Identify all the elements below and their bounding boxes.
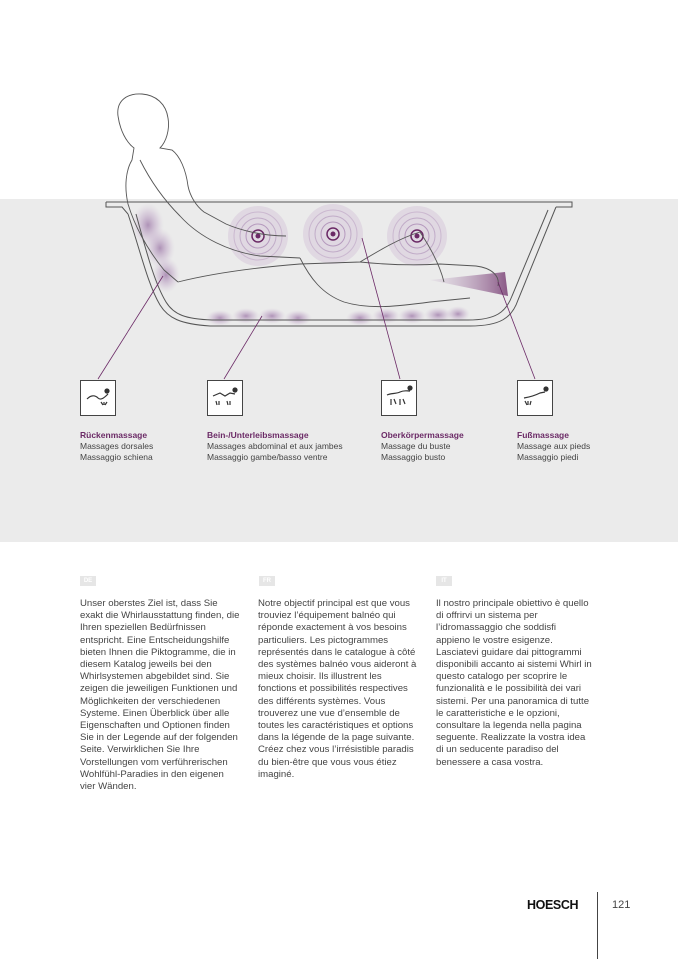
feature-line-it: Massaggio gambe/basso ventre bbox=[207, 452, 328, 462]
language-tag-it: IT bbox=[436, 576, 452, 586]
feature-line-fr: Massages dorsales bbox=[80, 441, 154, 451]
picto-back-massage bbox=[80, 380, 116, 416]
feature-line-it: Massaggio busto bbox=[381, 452, 446, 462]
feature-line-it: Massaggio piedi bbox=[517, 452, 579, 462]
language-tag-fr: FR bbox=[259, 576, 275, 586]
feature-caption-leg-abdomen bbox=[207, 430, 343, 463]
text-column-fr bbox=[258, 598, 422, 781]
footer-divider bbox=[597, 892, 598, 959]
paragraph-de: Unser oberstes Ziel ist, dass Sie exakt die Whirlausstattung finden, die Ihren speziellen Bedürfnissen entspricht. Eine Entscheidungshilfe bieten Ihnen die Piktogramme, die in diesem Katalog jeweils bei den Whirlsystemen abgebildet sind. Sie zeigen die jeweiligen Funktionen und Möglichkeiten der verschiedenen Systeme. Einen Überblick über alle Eigenschaften und Optionen finden Sie in der Legende auf der folgenden Seite. Verwirklichen Sie Ihre Vorstellungen vom verführerischen Wohlfühl-Paradies in den eigenen vier Wänden. bbox=[80, 598, 240, 793]
upper-body-jets bbox=[228, 204, 447, 266]
upper-body-massage-icon bbox=[382, 381, 416, 415]
feature-title: Oberkörpermassage bbox=[381, 430, 464, 440]
back-massage-icon bbox=[81, 381, 115, 415]
feature-caption-upper-body bbox=[381, 430, 464, 463]
feature-line-fr: Massage aux pieds bbox=[517, 441, 591, 451]
bottom-jets bbox=[206, 306, 470, 326]
feature-line-it: Massaggio schiena bbox=[80, 452, 153, 462]
feature-title: Fußmassage bbox=[517, 430, 569, 440]
leg-abdomen-massage-icon bbox=[208, 381, 242, 415]
paragraph-it: Il nostro principale obiettivo è quello di offrirvi un sistema per l’idromassaggio che soddisfi appieno le vostre esigenze. Lasciatevi guidare dai pittogrammi disponibili accanto ai sistemi Whirl in questo catalogo per scoprire le funzionalità e le possibilità dei vari sistemi. Per una panoramica di tutte le caratteristiche e le opzioni, consultare la legenda nella pagina seguente. Realizzate la vostra idea di un seducente paradiso del benessere a casa vostra. bbox=[436, 598, 592, 768]
feature-line-fr: Massage du buste bbox=[381, 441, 451, 451]
picto-leg-abdomen-massage bbox=[207, 380, 243, 416]
text-column-de bbox=[80, 598, 240, 793]
page-number: 121 bbox=[612, 899, 631, 911]
picto-upper-body-massage bbox=[381, 380, 417, 416]
picto-foot-massage bbox=[517, 380, 553, 416]
feature-caption-foot bbox=[517, 430, 590, 463]
feature-line-fr: Massages abdominal et aux jambes bbox=[207, 441, 343, 451]
foot-massage-icon bbox=[518, 381, 552, 415]
paragraph-fr: Notre objectif principal est que vous trouviez l’équipement balnéo qui réponde exactement à vos besoins particuliers. Les pictogrammes représentés dans le catalogue à côté des systèmes balnéo vous aideront à mieux choisir. Ils illustrent les fonctions et possibilités respectives des différents systèmes. Vous trouverez une vue d’ensemble de toutes les caractéristiques et options dans la légende de la page suivante. Créez chez vous l’irrésistible paradis du bien-être que vous vous étiez imaginé. bbox=[258, 598, 417, 780]
language-tag-de: DE bbox=[80, 576, 96, 586]
feature-caption-back bbox=[80, 430, 153, 463]
text-column-it bbox=[436, 598, 592, 769]
feature-title: Rückenmassage bbox=[80, 430, 148, 440]
feature-title: Bein-/Unterleibsmassage bbox=[207, 430, 309, 440]
brand-logo: HOESCH bbox=[527, 898, 579, 912]
